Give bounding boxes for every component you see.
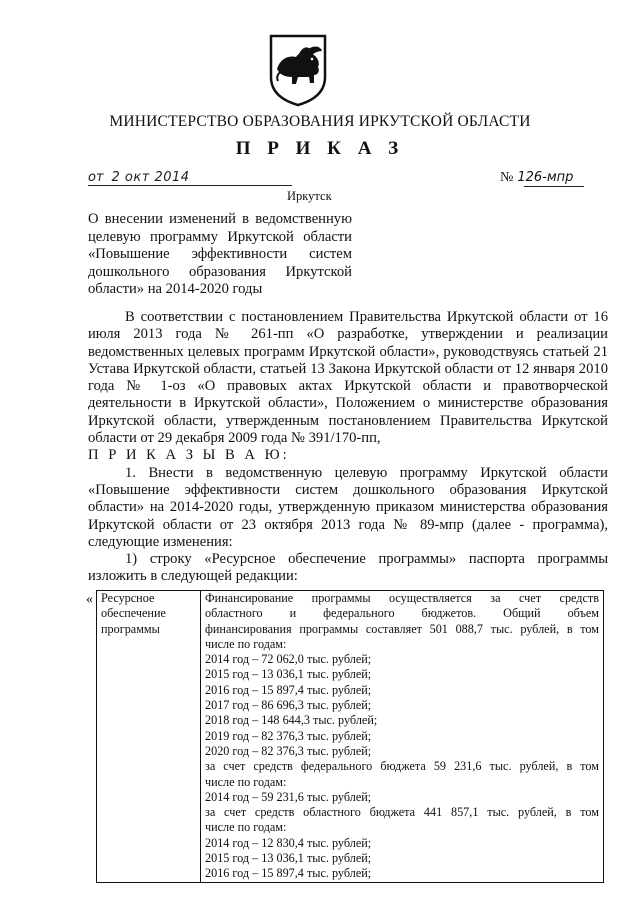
content-line: числе по годам: bbox=[205, 820, 287, 835]
preamble-paragraph: В соответствии с постановлением Правительства Иркутской области от 16 июля 2013 года № 261-пп «О разработке, утверждении и реализации ведомственных целевых программ Иркутской области», руководствуясь статьей 21 Устава Иркутской области, статьей 13 Закона Иркутской области от 12 января 2010 года № 1-оз «О правовых актах Иркутской области и правотворческой деятельности в Иркутской области», Положением о министерстве образования Иркутской области, утвержденным постановлением Правительства Иркутской области от 29 декабря 2009 года № 391/170-пп, bbox=[88, 309, 608, 447]
content-line: 2016 год – 15 897,4 тыс. рублей; bbox=[205, 682, 372, 697]
table-row bbox=[97, 591, 604, 883]
content-line: числе по годам: bbox=[205, 636, 287, 651]
content-line: финансирования программы составляет 501 088,7 тыс. рублей, в том bbox=[205, 621, 599, 636]
coat-of-arms-emblem bbox=[268, 33, 328, 107]
content-line: 2014 год – 12 830,4 тыс. рублей; bbox=[205, 835, 372, 850]
content-line: 2017 год – 86 696,3 тыс. рублей; bbox=[205, 698, 372, 713]
content-line: Финансирование программы осуществляется за счет средств bbox=[205, 591, 599, 605]
subject-line: дошкольного образования Иркутской bbox=[88, 263, 352, 280]
content-line: областного и федерального бюджетов. Общий объем bbox=[205, 606, 599, 621]
subject-line: О внесении изменений в ведомственную bbox=[88, 211, 352, 227]
handwritten-number: 126-мпр bbox=[517, 170, 574, 185]
content-line: за счет средств областного бюджета 441 857,1 тыс. рублей, в том bbox=[205, 805, 599, 820]
content-line: 2020 год – 82 376,3 тыс. рублей; bbox=[205, 743, 372, 758]
order-date bbox=[88, 170, 190, 185]
item-1-1-paragraph: 1) строку «Ресурсное обеспечение программы» паспорта программы изложить в следующей редакции: bbox=[88, 551, 608, 585]
resource-table bbox=[96, 590, 604, 883]
number-underline bbox=[524, 186, 584, 187]
label-line: программы bbox=[101, 621, 160, 636]
label-line: обеспечение bbox=[101, 606, 166, 621]
order-body bbox=[88, 309, 608, 586]
number-prefix: № bbox=[500, 170, 514, 185]
order-subject bbox=[88, 211, 352, 299]
content-line: 2019 год – 82 376,3 тыс. рублей; bbox=[205, 728, 372, 743]
subject-line: целевую программу Иркутской области bbox=[88, 228, 352, 245]
content-line: числе по годам: bbox=[205, 774, 287, 789]
order-number bbox=[500, 170, 573, 186]
document-title: П Р И К А З bbox=[235, 138, 405, 159]
opening-quote: « bbox=[86, 592, 93, 607]
content-line: 2014 год – 59 231,6 тыс. рублей; bbox=[205, 789, 372, 804]
subject-line: области» на 2014-2020 годы bbox=[88, 281, 263, 297]
ministry-name: МИНИСТЕРСТВО ОБРАЗОВАНИЯ ИРКУТСКОЙ ОБЛАСТИ bbox=[109, 113, 531, 130]
content-line: 2018 год – 148 644,3 тыс. рублей; bbox=[205, 713, 378, 728]
content-line: 2014 год – 72 062,0 тыс. рублей; bbox=[205, 652, 372, 667]
subject-line: «Повышение эффективности систем bbox=[88, 246, 352, 262]
content-line: 2016 год – 15 897,4 тыс. рублей; bbox=[205, 866, 372, 881]
content-line: за счет средств федерального бюджета 59 231,6 тыс. рублей, в том bbox=[205, 759, 599, 774]
date-prefix: от bbox=[88, 170, 104, 185]
handwritten-date: 2 окт 2014 bbox=[111, 170, 190, 185]
date-underline bbox=[88, 185, 292, 186]
row-content-cell bbox=[201, 591, 604, 883]
label-line: Ресурсное bbox=[101, 591, 155, 605]
city-name: Иркутск bbox=[287, 189, 332, 203]
order-word: П Р И К А З Ы В А Ю: bbox=[88, 447, 290, 464]
content-line: 2015 год – 13 036,1 тыс. рублей; bbox=[205, 667, 372, 682]
row-label-cell bbox=[97, 591, 201, 883]
item-1-paragraph: 1. Внести в ведомственную целевую программу Иркутской области «Повышение эффективности систем дошкольного образования Иркутской области» на 2014-2020 годы, утвержденную приказом министерства образования Иркутской области от 23 октября 2013 года № 89-мпр (далее - программа), следующие изменения: bbox=[88, 464, 608, 550]
content-line: 2015 год – 13 036,1 тыс. рублей; bbox=[205, 851, 372, 866]
